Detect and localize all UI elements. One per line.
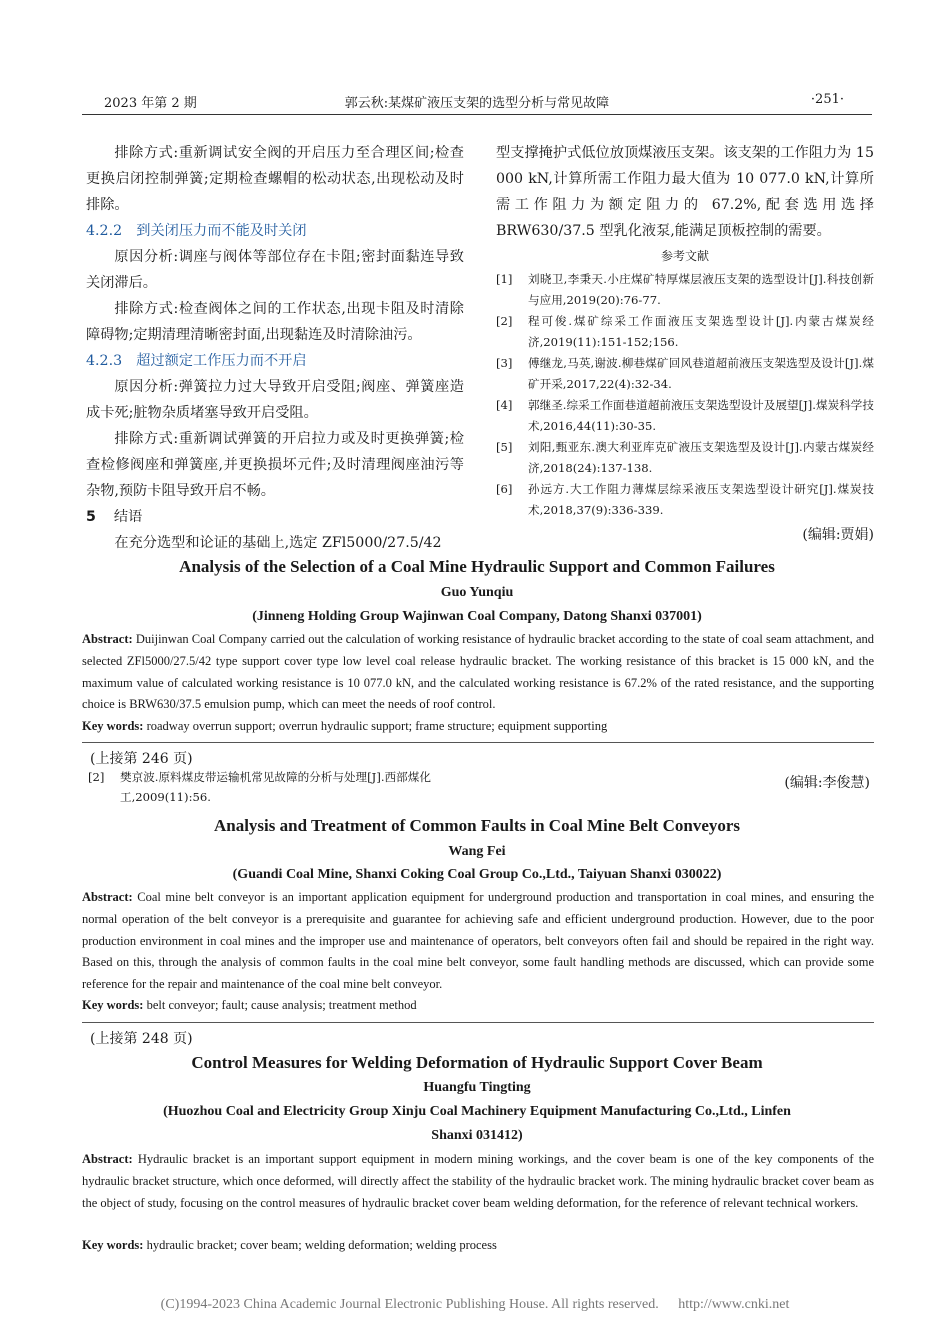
reference-item	[496, 437, 874, 478]
abstract-text: Duijinwan Coal Company carried out the calculation of working resistance of hydraulic bracket according to the state of coal seam attachment, and selected ZFl5000/27.5/42 type support cover type low level coal release hydraulic bracket. The working resistance of this bracket is 15 000 kN, and the maximum value of calculated working resistance is 10 077.0 kN, and the calculated working resistance is 67.2% of the rated resistance, and the supporting choice is BRW630/37.5 emulsion pump, which can meet the needs of roof control.	[82, 632, 874, 712]
abstract-label: Abstract:	[82, 1152, 133, 1166]
editor-note: (编辑:贾娟)	[802, 527, 874, 543]
copyright-text: (C)1994-2023 China Academic Journal Electronic Publishing House. All rights reserved.	[160, 1297, 659, 1312]
article-author: Wang Fei	[448, 844, 506, 859]
article-title: Analysis of the Selection of a Coal Mine Hydraulic Support and Common Failures	[179, 557, 775, 576]
abstract-label: Abstract:	[82, 890, 133, 904]
page-number: ·251·	[810, 92, 844, 107]
running-title: 郭云秋:某煤矿液压支架的选型分析与常见故障	[344, 96, 610, 111]
site-link[interactable]: http://www.cnki.net	[678, 1297, 790, 1312]
paragraph: 排除方式:重新调试安全阀的开启压力至合理区间;检查更换启闭控制弹簧;定期检查螺帽的松动状态,出现松动及时排除。	[86, 145, 464, 213]
reference-number: [6]	[496, 482, 513, 496]
divider	[82, 1022, 874, 1023]
paragraph: 排除方式:重新调试弹簧的开启拉力或及时更换弹簧;检查检修阀座和弹簧座,并更换损坏元件;及时清理阀座油污等杂物,预防卡阻导致开启不畅。	[86, 431, 464, 499]
reference-text: 郭继圣.综采工作面巷道超前液压支架选型设计及展望[J].煤炭科学技术,2016,44(11):30-35.	[528, 398, 874, 433]
reference-number: [2]	[496, 314, 513, 328]
article-affiliation-cont: Shanxi 031412)	[431, 1128, 523, 1143]
article-affiliation: (Guandi Coal Mine, Shanxi Coking Coal Group Co.,Ltd., Taiyuan Shanxi 030022)	[232, 867, 722, 882]
keywords	[82, 995, 874, 1017]
right-column	[496, 140, 874, 548]
journal-issue: 2023 年第 2 期	[104, 96, 197, 111]
divider	[82, 742, 874, 743]
reference-text: 程可俊.煤矿综采工作面液压支架选型设计[J].内蒙古煤炭经济,2019(11):151-152;156.	[528, 314, 874, 349]
abstract	[82, 1149, 874, 1214]
reference-text: 刘晓卫,李秉天.小庄煤矿特厚煤层液压支架的选型设计[J].科技创新与应用,2019(20):76-77.	[528, 272, 874, 307]
keywords	[82, 1235, 874, 1257]
paragraph: 型支撑掩护式低位放顶煤液压支架。该支架的工作阻力为 15 000 kN,计算所需工作阻力最大值为 10 077.0 kN,计算所需工作阻力为额定阻力的 67.2%,配套选用选择 BRW630/37.5 型乳化液泵,能满足顶板控制的需要。	[496, 145, 874, 239]
keywords-text: belt conveyor; fault; cause analysis; treatment method	[146, 998, 417, 1012]
left-column	[86, 140, 464, 556]
keywords-label: Key words:	[82, 1238, 144, 1252]
reference-item	[496, 269, 874, 310]
section-heading	[86, 504, 464, 530]
paragraph: 原因分析:调座与阀体等部位存在卡阻;密封面黏连导致关闭滞后。	[86, 249, 464, 291]
article-author: Huangfu Tingting	[423, 1080, 531, 1095]
reference-text: 傅继龙,马英,谢波.柳巷煤矿回风巷道超前液压支架选型及设计[J].煤矿开采,2017,22(4):32-34.	[528, 356, 874, 391]
section-title: 结语	[113, 509, 143, 525]
reference-text: 刘阳,甄亚东.澳大利亚库克矿液压支架选型及设计[J].内蒙古煤炭经济,2018(24):137-138.	[528, 440, 874, 475]
keywords	[82, 716, 874, 738]
abstract-label: Abstract:	[82, 632, 133, 646]
section-number: 5	[86, 509, 96, 525]
abstract	[82, 887, 874, 996]
reference-number: [4]	[496, 398, 513, 412]
reference-item	[496, 395, 874, 436]
keywords-text: hydraulic bracket; cover beam; welding deformation; welding process	[146, 1238, 497, 1252]
continuation-note: (上接第 248 页)	[90, 1031, 193, 1047]
subsection-heading: 4.2.2 到关闭压力而不能及时关闭	[86, 223, 307, 239]
keywords-label: Key words:	[82, 998, 144, 1012]
reference-number: [5]	[496, 440, 513, 454]
abstract	[82, 629, 874, 716]
article-affiliation: (Jinneng Holding Group Wajinwan Coal Company, Datong Shanxi 037001)	[252, 609, 702, 624]
article-title: Control Measures for Welding Deformation of Hydraulic Support Cover Beam	[191, 1053, 763, 1072]
article-title: Analysis and Treatment of Common Faults in Coal Mine Belt Conveyors	[213, 816, 741, 835]
subsection-heading: 4.2.3 超过额定工作压力而不开启	[86, 353, 307, 369]
page-header	[82, 92, 872, 116]
reference-text: 孙远方.大工作阻力薄煤层综采液压支架选型设计研究[J].煤炭技术,2018,37(9):336-339.	[528, 482, 874, 517]
reference-number: [2]	[88, 770, 105, 784]
article-author: Guo Yunqiu	[440, 585, 514, 600]
abstract-text: Coal mine belt conveyor is an important application equipment for underground production and transportation in coal mines, and ensuring the normal operation of the belt conveyor is a prerequisite and guarantee for achieving safe and efficient underground production. However, due to the poor production environment in coal mines and the improper use and maintenance of operators, belt conveyors often fail and should be repaired in the right way. Based on this, through the analysis of common faults in the coal mine belt conveyor, some fault handling methods are discussed, which can provide some reference for the repair and maintenance of the coal mine belt conveyor.	[82, 890, 874, 992]
continuation-note: (上接第 246 页)	[90, 751, 193, 767]
editor-note: (编辑:李俊慧)	[784, 775, 870, 791]
reference-item	[496, 353, 874, 394]
reference-text: 樊京波.原料煤皮带运输机常见故障的分析与处理[J].西部煤化工,2009(11):56.	[120, 770, 431, 804]
header-rule	[82, 114, 872, 115]
reference-item	[88, 767, 478, 807]
abstract-text: Hydraulic bracket is an important support equipment in modern mining workings, and the cover beam is one of the key components of the hydraulic bracket structure, which once deformed, will directly affect the stability of the hydraulic bracket work. The mining hydraulic bracket cover beam as the object of study, focusing on the control measures of hydraulic bracket cover beam welding deformation, for the reference of relevant technical workers.	[82, 1152, 874, 1210]
paragraph: 排除方式:检查阀体之间的工作状态,出现卡阻及时清除障碍物;定期清理清晰密封面,出现黏连及时清除油污。	[86, 301, 464, 343]
reference-item	[496, 311, 874, 352]
copyright-footer	[0, 1297, 950, 1313]
reference-number: [1]	[496, 272, 513, 286]
keywords-label: Key words:	[82, 719, 144, 733]
paragraph: 原因分析:弹簧拉力过大导致开启受阻;阀座、弹簧座造成卡死;脏物杂质堵塞导致开启受阻。	[86, 379, 464, 421]
reference-list	[496, 269, 874, 520]
reference-item	[496, 479, 874, 520]
reference-number: [3]	[496, 356, 513, 370]
references-title: 参考文献	[660, 249, 709, 263]
paragraph: 在充分选型和论证的基础上,选定 ZFl5000/27.5/42	[114, 535, 442, 551]
keywords-text: roadway overrun support; overrun hydraulic support; frame structure; equipment supporting	[146, 719, 608, 733]
article-affiliation: (Huozhou Coal and Electricity Group Xinju Coal Machinery Equipment Manufacturing Co.,Ltd., Linfen	[163, 1104, 791, 1119]
